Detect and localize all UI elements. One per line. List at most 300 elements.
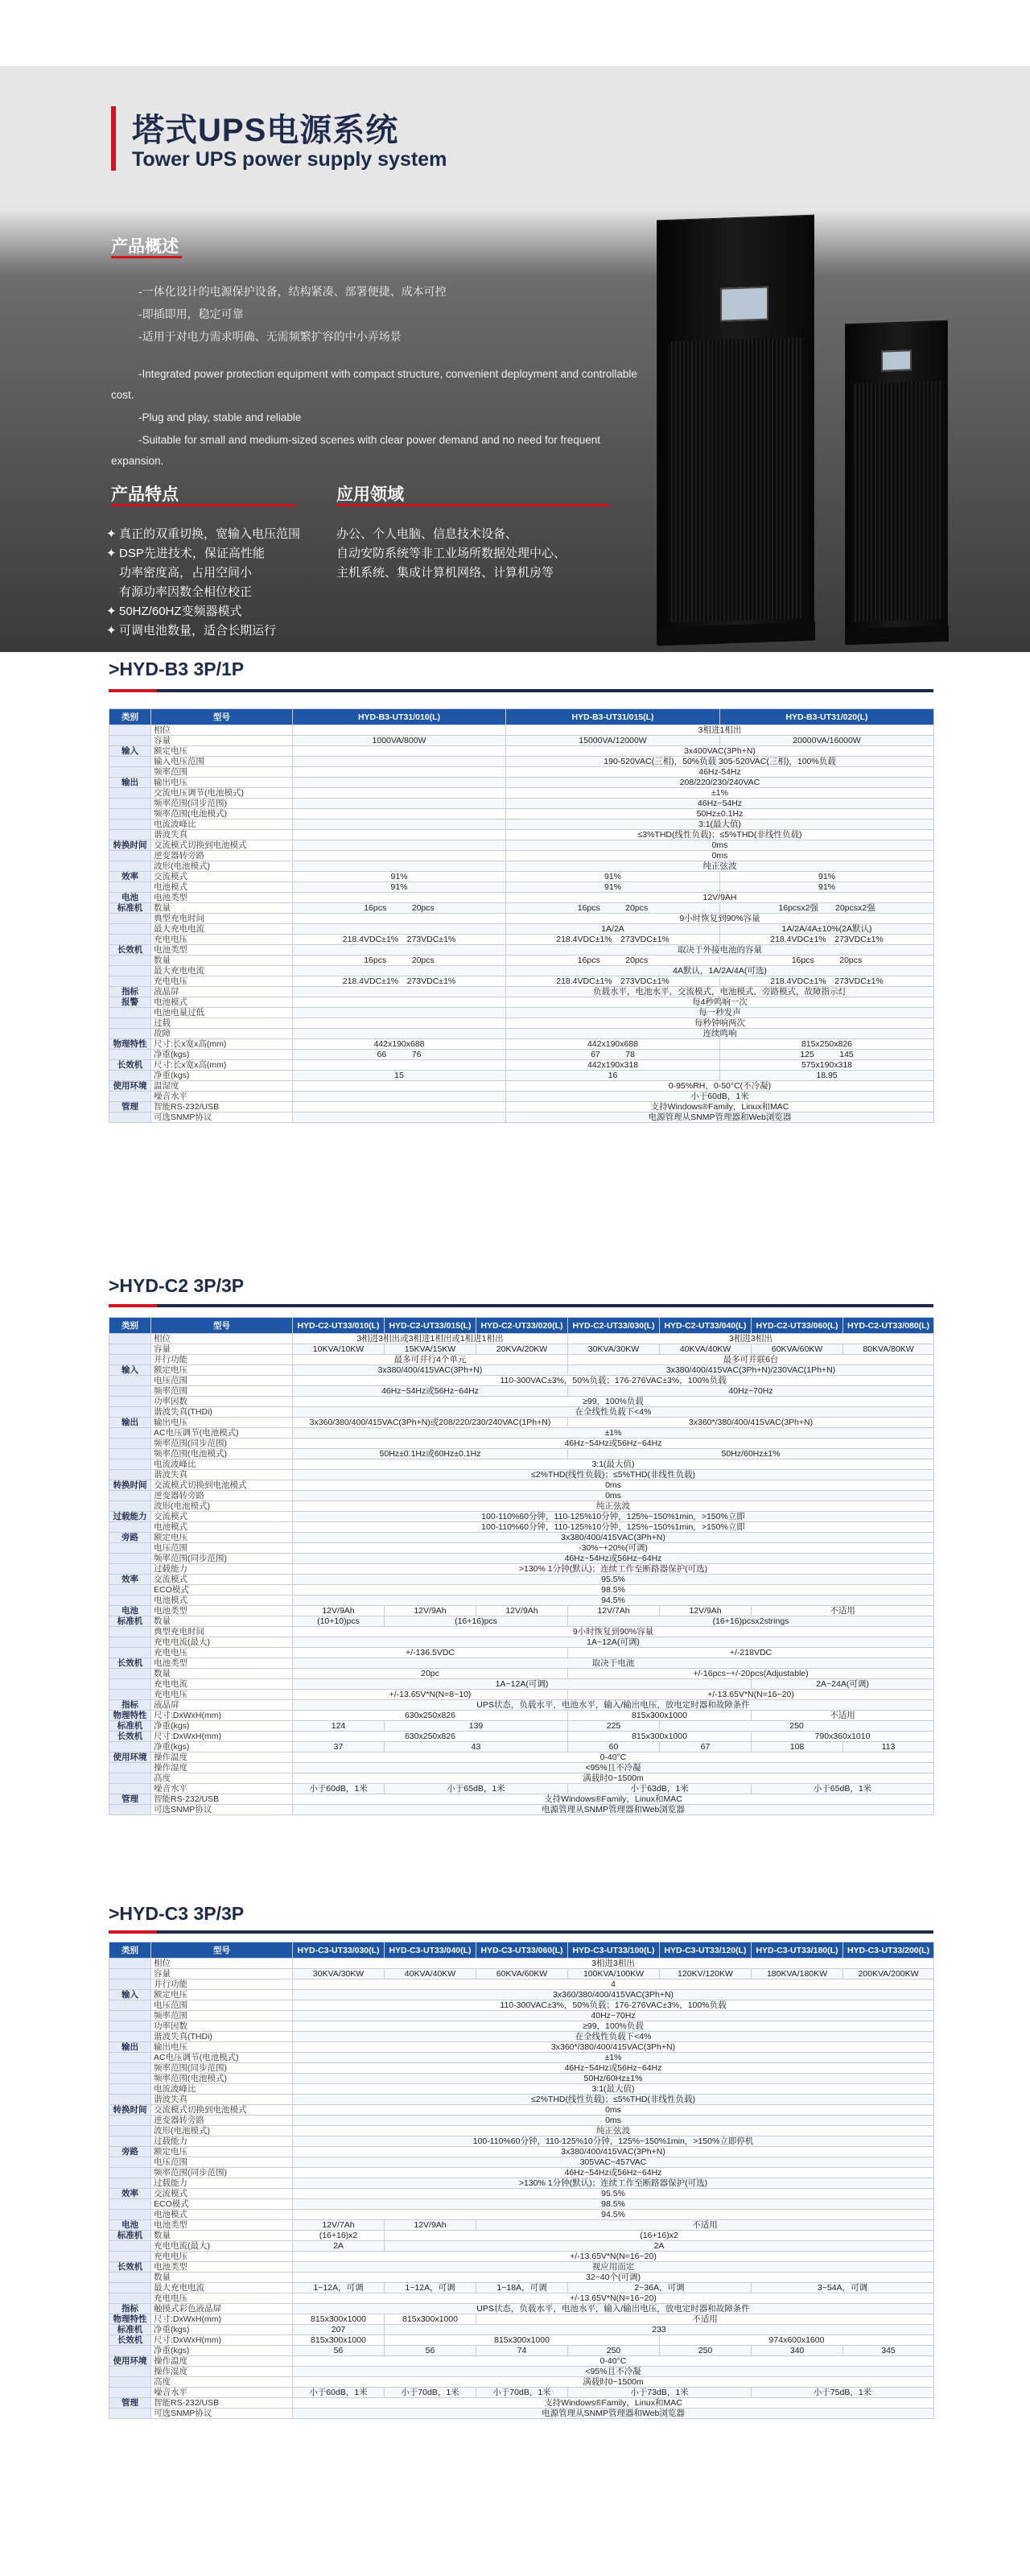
feature-item: 有源功率因数全相位校正 <box>119 585 253 599</box>
table-row <box>109 1575 934 1585</box>
value-cell: 小于60dB，1米 <box>293 1784 385 1794</box>
row-item: 电流波峰比 <box>151 2084 293 2095</box>
row-item: 交流模式 <box>151 872 293 882</box>
value-cell: 67 78 <box>506 1050 720 1060</box>
row-item: 逆变器转旁路 <box>151 2116 293 2126</box>
star-icon: ✦ <box>106 547 117 560</box>
column-header: HYD-C3-UT33/180(L) <box>752 1942 843 1959</box>
value-cell: 815x300x1000 <box>568 1732 752 1742</box>
table-row <box>109 1113 934 1123</box>
value-cell: 815x250x826 <box>720 1039 934 1050</box>
row-item: 输入电压范围 <box>151 757 293 767</box>
table-row <box>109 1979 934 1990</box>
value-cell <box>293 997 506 1008</box>
row-item: 逆变器转旁路 <box>151 851 293 861</box>
row-category <box>109 1501 151 1512</box>
table-row <box>109 819 934 830</box>
row-item: 数量 <box>151 2273 293 2283</box>
value-cell: 46Hz~54Hz或56Hz~64Hz <box>293 2063 934 2074</box>
value-cell: 180KVA/180KW <box>752 1969 843 1979</box>
row-category <box>109 1690 151 1700</box>
column-header: 型号 <box>151 1942 293 1959</box>
table-row <box>109 840 934 851</box>
row-category <box>109 1627 151 1637</box>
row-item: 频率范围(电池模式) <box>151 809 293 819</box>
value-cell: 0ms <box>506 840 934 851</box>
value-cell: 2A <box>293 2241 385 2252</box>
overview-cn-list <box>138 280 447 348</box>
value-cell: 60KVA/60KW <box>752 1344 843 1355</box>
column-header: HYD-C3-UT33/040(L) <box>385 1942 476 1959</box>
column-header: HYD-C2-UT33/010(L) <box>293 1318 385 1334</box>
row-category <box>109 1669 151 1679</box>
value-cell: ±1% <box>506 788 934 799</box>
value-cell: 电源管理从SNMP管理器和Web浏览器 <box>293 1805 934 1815</box>
row-item: 频率范围(电池模式) <box>151 1449 293 1459</box>
value-cell: ±1% <box>293 2053 934 2063</box>
value-cell: (16+16)x2 <box>385 2231 934 2241</box>
table-row <box>109 1606 934 1616</box>
value-cell: 3:1(最大值) <box>293 2084 934 2095</box>
value-cell: 满载时0~1500m <box>293 2377 934 2388</box>
table-row <box>109 1071 934 1081</box>
row-category <box>109 788 151 799</box>
spec-table-c2 <box>109 1317 934 1815</box>
table-row <box>109 2262 934 2273</box>
column-header: HYD-C2-UT33/015(L) <box>385 1318 476 1334</box>
row-category <box>109 736 151 746</box>
row-item: 智能RS-232/USB <box>151 1102 293 1113</box>
value-cell: 4A默认，1A/2A/4A(可选) <box>506 966 934 976</box>
value-cell: 1A/2A/4A±10%(2A默认) <box>720 924 934 935</box>
value-cell: 46Hz~54Hz <box>506 799 934 809</box>
row-category <box>109 1029 151 1039</box>
row-category: 使用环境 <box>109 1752 151 1763</box>
table-row <box>109 2147 934 2157</box>
cabinet-vent <box>669 336 804 623</box>
value-cell <box>293 1018 506 1029</box>
value-cell <box>293 1081 506 1092</box>
star-icon: ✦ <box>106 605 117 618</box>
value-cell <box>293 757 506 767</box>
row-item: 数量 <box>151 2231 293 2241</box>
value-cell: 1A~12A(可调) <box>293 1637 934 1648</box>
table-row <box>109 1344 934 1355</box>
value-cell: 支持Windows®Family，Linux和MAC <box>293 1794 934 1805</box>
value-cell: 100-110%60分钟，110-125%10分钟，125%~150%1min，>150%立即 <box>293 1512 934 1522</box>
value-cell: ±1% <box>293 1428 934 1439</box>
row-category <box>109 1596 151 1606</box>
row-item: 充电电流 <box>151 1679 293 1690</box>
row-item: 额定电压 <box>151 2147 293 2157</box>
row-category <box>109 2000 151 2011</box>
row-item: 尺寸:DxWxH(mm) <box>151 1732 293 1742</box>
table-row <box>109 2063 934 2074</box>
table-row <box>109 893 934 903</box>
row-category <box>109 966 151 976</box>
row-item: 电压范围 <box>151 2157 293 2168</box>
row-item: 操作温度 <box>151 1752 293 1763</box>
value-cell: 207 <box>293 2325 385 2335</box>
table-row <box>109 2136 934 2147</box>
value-cell: 74 <box>476 2346 568 2356</box>
table-row <box>109 924 934 935</box>
value-cell <box>293 851 506 861</box>
row-category: 输入 <box>109 1365 151 1376</box>
table-row <box>109 1060 934 1071</box>
value-cell <box>293 1008 506 1018</box>
row-category: 转换时间 <box>109 840 151 851</box>
table-row <box>109 2116 934 2126</box>
row-category: 输出 <box>109 2042 151 2053</box>
value-cell: 1000VA/800W <box>293 736 506 746</box>
value-cell: 91% <box>293 882 506 893</box>
row-item: 额定电压 <box>151 1990 293 2000</box>
value-cell: 50Hz±0.1Hz <box>506 809 934 819</box>
table-row <box>109 1805 934 1815</box>
row-category <box>109 2377 151 2388</box>
value-cell: 95.5% <box>293 1575 934 1585</box>
table-row <box>109 2042 934 2053</box>
value-cell: 10KVA/10KW <box>293 1344 385 1355</box>
value-cell: 815x300x1000 <box>385 2314 476 2325</box>
value-cell: 12V/9Ah <box>293 1606 385 1616</box>
value-cell: 16pcsx2强 20pcsx2强 <box>720 903 934 914</box>
row-category <box>109 1543 151 1554</box>
column-header: HYD-C3-UT33/200(L) <box>843 1942 934 1959</box>
row-item: 最大充电电流 <box>151 2283 293 2293</box>
value-cell: 小于70dB，1米 <box>476 2388 568 2398</box>
table-title-c2: >HYD-C2 3P/3P <box>109 1275 245 1296</box>
table-row <box>109 2335 934 2346</box>
value-cell: 225 <box>568 1721 660 1732</box>
row-category: 物理特性 <box>109 1039 151 1050</box>
row-category <box>109 2273 151 2283</box>
row-item: 并行功能 <box>151 1979 293 1990</box>
table-row <box>109 1102 934 1113</box>
row-item: 频率范围 <box>151 1386 293 1397</box>
value-cell: 3相进3相出或3相进1相出或1相进1相出 <box>293 1334 568 1344</box>
table-row <box>109 1334 934 1344</box>
table-row <box>109 1658 934 1669</box>
ups-cabinet-small-illustration <box>845 320 948 644</box>
value-cell: 不适用 <box>752 1711 934 1721</box>
value-cell: 3相进3相出 <box>568 1334 934 1344</box>
row-category <box>109 2168 151 2178</box>
table-row <box>109 2283 934 2293</box>
value-cell: 125 145 <box>720 1050 934 1060</box>
value-cell: 在全线性负载下<4% <box>293 1407 934 1418</box>
row-item: 频率范围 <box>151 2011 293 2021</box>
table-row <box>109 2231 934 2241</box>
value-cell: 16 <box>506 1071 720 1081</box>
row-item: 可选SNMP协议 <box>151 2409 293 2419</box>
value-cell <box>293 1102 506 1113</box>
row-item: 额定电压 <box>151 746 293 757</box>
row-item: 过载能力 <box>151 2178 293 2189</box>
row-item: 频率范围(同步范围) <box>151 1554 293 1564</box>
features-list <box>106 525 300 641</box>
value-cell: 50Hz±0.1Hz或60Hz±0.1Hz <box>293 1449 568 1459</box>
row-item: 过载能力 <box>151 2136 293 2147</box>
value-cell: 100KVA/100KW <box>568 1969 660 1979</box>
table-row <box>109 1039 934 1050</box>
row-item: 充电电压 <box>151 2293 293 2304</box>
column-header: HYD-C3-UT33/060(L) <box>476 1942 568 1959</box>
value-cell: 9小时恢复到90%容量 <box>506 914 934 924</box>
value-cell: 0ms <box>293 1491 934 1501</box>
value-cell: 110-300VAC±3%，50%负载；176-276VAC±3%，100%负载 <box>293 2000 934 2011</box>
row-category: 输出 <box>109 778 151 788</box>
column-header: 类别 <box>109 709 151 725</box>
value-cell: 124 <box>293 1721 385 1732</box>
value-cell: 每秒钟响两次 <box>506 1018 934 1029</box>
value-cell: 110-300VAC±3%，50%负载；176-276VAC±3%，100%负载 <box>293 1376 934 1386</box>
row-item: 充电电压 <box>151 1648 293 1658</box>
feature-item: ✦ DSP先进技术，保证高性能 <box>106 544 300 564</box>
value-cell: +/-136.5VDC <box>293 1648 568 1658</box>
table-row <box>109 1596 934 1606</box>
value-cell: 0-40°C <box>293 1752 934 1763</box>
value-cell <box>293 767 506 778</box>
row-category: 旁路 <box>109 1533 151 1543</box>
row-item: 交流电压调节(电池模式) <box>151 788 293 799</box>
value-cell: 2~36A，可调 <box>568 2283 752 2293</box>
value-cell <box>293 819 506 830</box>
value-cell: 815x300x1000 <box>568 1711 752 1721</box>
table-row <box>109 1637 934 1648</box>
value-cell <box>293 778 506 788</box>
table-row <box>109 1092 934 1102</box>
value-cell: 46Hz~54Hz或56Hz~64Hz <box>293 1439 934 1449</box>
row-category: 物理特性 <box>109 1711 151 1721</box>
table-row <box>109 2021 934 2032</box>
value-cell: 94.5% <box>293 2210 934 2220</box>
value-cell: 46Hz~54Hz或56Hz~64Hz <box>293 2168 934 2178</box>
column-header: HYD-C3-UT33/030(L) <box>293 1942 385 1959</box>
row-item: 噪音水平 <box>151 1092 293 1102</box>
table-row <box>109 1564 934 1575</box>
table-title-line <box>109 1930 933 1934</box>
overview-underline <box>111 256 182 258</box>
table-row <box>109 882 934 893</box>
table-row <box>109 1627 934 1637</box>
star-icon: ✦ <box>106 527 117 541</box>
cabinet-vent <box>852 381 942 622</box>
table-row <box>109 851 934 861</box>
applications-underline <box>336 504 610 506</box>
applications-heading: 应用领域 <box>336 485 404 504</box>
row-item: 操作湿度 <box>151 2367 293 2377</box>
row-item: 充电电流(最大) <box>151 2241 293 2252</box>
value-cell: 30KVA/30KW <box>568 1344 660 1355</box>
row-category <box>109 1679 151 1690</box>
table-row <box>109 872 934 882</box>
value-cell: 95.5% <box>293 2189 934 2199</box>
row-item: 数量 <box>151 1669 293 1679</box>
row-item: AC电压调节(电池模式) <box>151 1428 293 1439</box>
row-item: 充电电压 <box>151 1690 293 1700</box>
row-category: 效率 <box>109 2189 151 2199</box>
row-item: 输出电压 <box>151 778 293 788</box>
column-header: HYD-C2-UT33/020(L) <box>476 1318 568 1334</box>
row-category: 指标 <box>109 987 151 997</box>
value-cell: 20pc <box>293 1669 568 1679</box>
value-cell: (16+16)pcsx2strings <box>568 1616 934 1627</box>
table-row <box>109 725 934 736</box>
table-row <box>109 1050 934 1060</box>
value-cell: 0ms <box>293 2105 934 2116</box>
row-item: 尺寸:长x宽x高(mm) <box>151 1060 293 1071</box>
table-row <box>109 1491 934 1501</box>
row-item: 谐波失真 <box>151 830 293 840</box>
table-row <box>109 1428 934 1439</box>
value-cell: ≥99，100%负载 <box>293 2021 934 2032</box>
table-row <box>109 987 934 997</box>
value-cell: 190-520VAC(三相)，50%负载 305-520VAC(三相)，100%负载 <box>506 757 934 767</box>
overview-cn-item: -一体化设计的电源保护设备，结构紧凑、部署便捷、成本可控 <box>138 285 447 298</box>
value-cell: 815x300x1000 <box>293 2335 385 2346</box>
column-header: HYD-C2-UT33/080(L) <box>843 1318 934 1334</box>
row-category <box>109 2126 151 2136</box>
table-title-accent <box>109 1930 157 1934</box>
value-cell: (10+10)pcs <box>293 1616 385 1627</box>
value-cell: 在全线性负载下<4% <box>293 2032 934 2042</box>
table-row <box>109 1969 934 1979</box>
table-row <box>109 2388 934 2398</box>
value-cell: 218.4VDC±1% 273VDC±1% <box>720 935 934 945</box>
value-cell: 20000VA/16000W <box>720 736 934 746</box>
value-cell: 电源管理从SNMP管理器和Web浏览器 <box>506 1113 934 1123</box>
value-cell: 16pcs 20pcs <box>720 956 934 966</box>
value-cell: 91% <box>293 872 506 882</box>
table-row <box>109 1501 934 1512</box>
row-item: 相位 <box>151 725 293 736</box>
table-row <box>109 2273 934 2283</box>
value-cell: 3x380/400/415VAC(3Ph+N)/230VAC(1Ph+N) <box>568 1365 934 1376</box>
value-cell: 40KVA/40KW <box>385 1969 476 1979</box>
row-category <box>109 767 151 778</box>
value-cell <box>293 1113 506 1123</box>
row-item: 电池类型 <box>151 945 293 956</box>
row-category <box>109 1334 151 1344</box>
table-title-c3: >HYD-C3 3P/3P <box>109 1903 245 1924</box>
row-item: 交流模式 <box>151 2189 293 2199</box>
value-cell: 取决于电池 <box>293 1658 934 1669</box>
table-row <box>109 1081 934 1092</box>
value-cell: 视应用而定 <box>293 2262 934 2273</box>
row-item: 谐波失真 <box>151 1470 293 1480</box>
table-row <box>109 1784 934 1794</box>
value-cell: 纯正弦波 <box>506 861 934 872</box>
row-item: 谐波失真(THDi) <box>151 1407 293 1418</box>
table-row <box>109 1773 934 1784</box>
application-item: 自动安防系统等非工业场所数据处理中心、 <box>336 547 566 560</box>
table-row <box>109 1679 934 1690</box>
table-row <box>109 757 934 767</box>
value-cell: UPS状态，负载水平，电池水平，输入/输出电压，放电定时器和故障条件 <box>293 2304 934 2314</box>
value-cell: 18.95 <box>720 1071 934 1081</box>
row-category <box>109 2241 151 2252</box>
row-category <box>109 1773 151 1784</box>
row-category <box>109 1742 151 1752</box>
table-row <box>109 1439 934 1449</box>
value-cell: 233 <box>385 2325 934 2335</box>
value-cell: 3~54A，可调 <box>752 2283 934 2293</box>
row-category <box>109 1564 151 1575</box>
value-cell: >130% 1分钟(默认)；连续工作至断路器保护(可选) <box>293 1564 934 1575</box>
value-cell: 250 <box>568 2346 660 2356</box>
value-cell: 120KV/120KW <box>660 1969 752 1979</box>
value-cell: 100-110%60分钟，110-125%10分钟，125%~150%1min，>150%立即 <box>293 1522 934 1533</box>
value-cell <box>293 861 506 872</box>
lcd-screen-icon <box>881 349 912 371</box>
row-category: 管理 <box>109 1102 151 1113</box>
row-category: 效率 <box>109 872 151 882</box>
table-row <box>109 1018 934 1029</box>
value-cell: +/-13.65V*N(N=16~20) <box>293 2293 934 2304</box>
value-cell: 200KVA/200KW <box>843 1969 934 1979</box>
value-cell: 1~12A，可调 <box>293 2283 385 2293</box>
table-row <box>109 2000 934 2011</box>
value-cell: +/-13.65V*N(N=16~20) <box>568 1690 934 1700</box>
row-category <box>109 2011 151 2021</box>
row-item: 高度 <box>151 2377 293 2388</box>
row-item: 输出电压 <box>151 2042 293 2053</box>
value-cell: 16pcs 20pcs <box>506 956 720 966</box>
table-row <box>109 1752 934 1763</box>
row-category <box>109 1344 151 1355</box>
spec-table-c3 <box>109 1942 934 2419</box>
row-item: 净重(kgs) <box>151 2346 293 2356</box>
value-cell: 790x360x1010 <box>752 1732 934 1742</box>
feature-item: ✦ 50HZ/60HZ变频器模式 <box>106 602 300 621</box>
value-cell: 345 <box>843 2346 934 2356</box>
value-cell: 575x190x318 <box>720 1060 934 1071</box>
row-category: 转换时间 <box>109 1480 151 1491</box>
table-row <box>109 1959 934 1969</box>
value-cell: 815x300x1000 <box>293 2314 385 2325</box>
value-cell: 3x380/400/415VAC(3Ph+N) <box>293 1533 934 1543</box>
column-header: HYD-B3-UT31/020(L) <box>720 709 934 725</box>
value-cell: 1A/2A <box>506 924 720 935</box>
value-cell: ≤2%THD(线性负载)；≤5%THD(非线性负载) <box>293 2095 934 2105</box>
table-row <box>109 2293 934 2304</box>
row-item: 交流模式切换到电池模式 <box>151 2105 293 2116</box>
value-cell: 218.4VDC±1% 273VDC±1% <box>506 935 720 945</box>
row-category <box>109 1355 151 1365</box>
row-category <box>109 2136 151 2147</box>
row-category: 过载能力 <box>109 1512 151 1522</box>
row-item: 电池类型 <box>151 1606 293 1616</box>
table-row <box>109 1794 934 1805</box>
value-cell: +/-218VDC <box>568 1648 934 1658</box>
overview-cn-item: -适用于对电力需求明确、无需频繁扩容的中小弄场景 <box>138 330 402 343</box>
value-cell: 218.4VDC±1% 273VDC±1% <box>720 976 934 987</box>
applications-list <box>336 525 566 583</box>
row-item: 电池模式 <box>151 1522 293 1533</box>
row-category: 输入 <box>109 1990 151 2000</box>
row-item: 波形(电池模式) <box>151 2126 293 2136</box>
row-item: 输出电压 <box>151 1418 293 1428</box>
row-category <box>109 830 151 840</box>
value-cell: 1~12A，可调 <box>385 2283 476 2293</box>
table-row <box>109 914 934 924</box>
row-category <box>109 956 151 966</box>
table-row <box>109 1700 934 1711</box>
page-title-cn: 塔式UPS电源系统 <box>132 113 399 148</box>
value-cell: 小于75dB，1米 <box>752 2388 934 2398</box>
